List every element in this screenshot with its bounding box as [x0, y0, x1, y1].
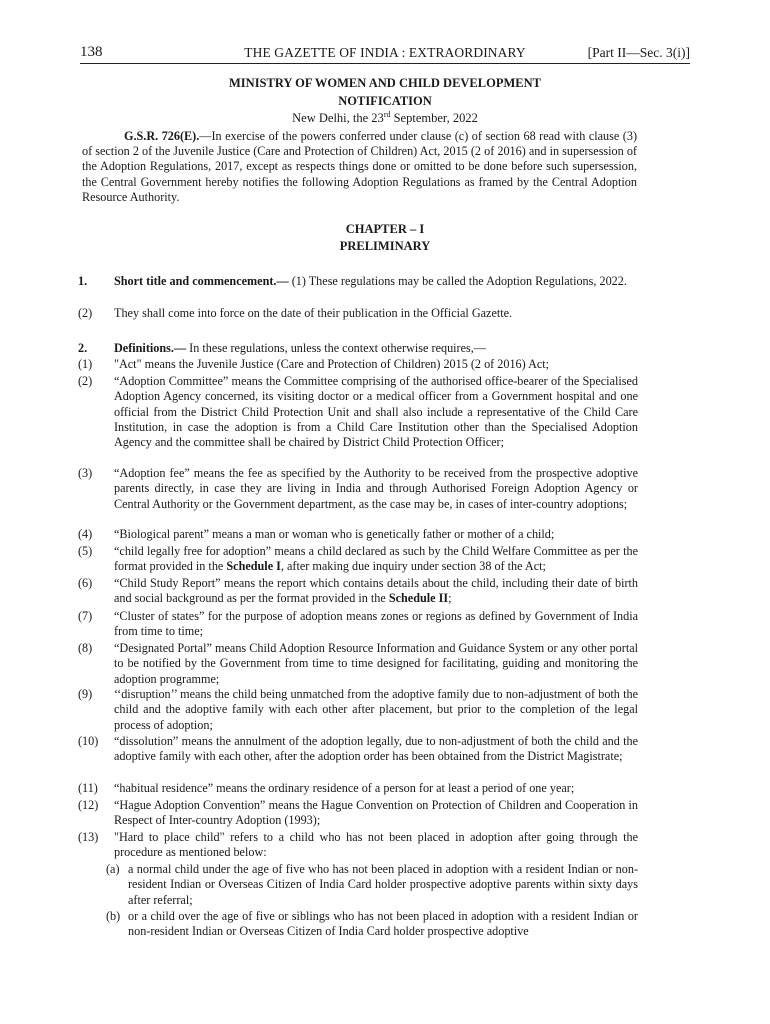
notification-heading: NOTIFICATION	[338, 94, 432, 108]
definition-2: (2) “Adoption Committee” means the Committee comprising of the authorised office-bearer of the Specialised Adoption Agency concerned, its visiting doctor or a medical officer from a Government hospital and one official from the District Child Protection Unit and shall also include a representative of the Child Care Institution, in case the adoption is from a Child Care Institution other than the Specialised Adoption Agency and the committee shall be chaired by District Child Protection Officer;	[78, 374, 638, 450]
definition-10: (10) “dissolution” means the annulment of the adoption legally, due to non-adjustment of both the child and the adoptive family with each other, after the adoption order has been obtained from the District Magistrate;	[78, 734, 638, 764]
definition-6: (6) “Child Study Report” means the report which contains details about the child, including their date of birth and social background as per the format provided in the Schedule II;	[78, 576, 638, 606]
chapter-number: CHAPTER – I	[345, 222, 425, 236]
definition-8: (8) “Designated Portal” means Child Adoption Resource Information and Guidance System or any other portal to be notified by the Government from time to time designed for facilitating, guiding and monitoring the adoption programme;	[78, 641, 638, 686]
definition-13: (13) "Hard to place child" refers to a child who has not been placed in adoption after going through the procedure as mentioned below:	[78, 830, 638, 860]
gsr-number: G.S.R. 726(E).	[124, 129, 200, 143]
definition-1: (1) "Act" means the Juvenile Justice (Care and Protection of Children) 2015 (2 of 2016) Act;	[78, 357, 550, 371]
definition-13-a: (a) a normal child under the age of five who has not been placed in adoption with a resident Indian or non-resident Indian or Overseas Citizen of India Card holder prospective adoptive parents within sixty days after referral;	[106, 862, 638, 907]
part-section: [Part II—Sec. 3(i)]	[587, 45, 690, 60]
definition-4: (4) “Biological parent” means a man or woman who is genetically father or mother of a child;	[78, 527, 555, 541]
definition-9: (9) ‘‘disruption’’ means the child being unmatched from the adoptive family due to non-adjustment of both the child and the adoptive family with each other after placement, but prior to the completion of the legal process of adoption;	[78, 687, 638, 732]
definition-7: (7) “Cluster of states” for the purpose of adoption means zones or regions as defined by Government of India from time to time;	[78, 609, 638, 639]
definition-12: (12) “Hague Adoption Convention” means the Hague Convention on Protection of Children and Cooperation in Respect of Inter-country Adoption (1993);	[78, 798, 638, 828]
regulation-1-sub-2: (2) They shall come into force on the date of their publication in the Official Gazette.	[78, 306, 513, 320]
regulation-2: 2. Definitions.— In these regulations, unless the context otherwise requires,—	[78, 341, 486, 355]
chapter-title: PRELIMINARY	[339, 239, 431, 253]
page-number: 138	[80, 44, 103, 60]
ministry-heading: MINISTRY OF WOMEN AND CHILD DEVELOPMENT	[229, 76, 541, 90]
running-header	[80, 44, 690, 62]
header-rule	[80, 63, 690, 64]
gazette-title: THE GAZETTE OF INDIA : EXTRAORDINARY	[244, 45, 526, 60]
regulation-1: 1. Short title and commencement.— (1) These regulations may be called the Adoption Regulations, 2022.	[78, 274, 627, 288]
definition-3: (3) “Adoption fee” means the fee as specified by the Authority to be received from the prospective adoptive parents directly, in case they are living in India and through Authorised Foreign Adoption Agency or Central Authority or the Government department, as the case may be, in cases of inter-country adoptions;	[78, 466, 638, 511]
gsr-preamble: G.S.R. 726(E).—In exercise of the powers conferred under clause (c) of section 68 read with clause (3) of section 2 of the Juvenile Justice (Care and Protection of Children) Act, 2015 (2 of 2016) and in supersession of the Adoption Regulations, 2017, except as respects things done or omitted to be done before such supersession, the Central Government hereby notifies the following Adoption Regulations as framed by the Central Adoption Resource Authority.	[82, 129, 638, 204]
definition-5: (5) “child legally free for adoption” means a child declared as such by the Child Welfare Committee as per the format provided in the Schedule I, after making due inquiry under section 38 of the Act;	[78, 544, 638, 574]
definition-11: (11) “habitual residence” means the ordinary residence of a person for at least a period of one year;	[78, 781, 575, 795]
definition-13-b: (b) or a child over the age of five or siblings who has not been placed in adoption with a resident Indian or non-resident Indian or Overseas Citizen of India Card holder prospective adoptive	[106, 909, 638, 939]
notification-date: New Delhi, the 23rd September, 2022	[292, 110, 478, 126]
